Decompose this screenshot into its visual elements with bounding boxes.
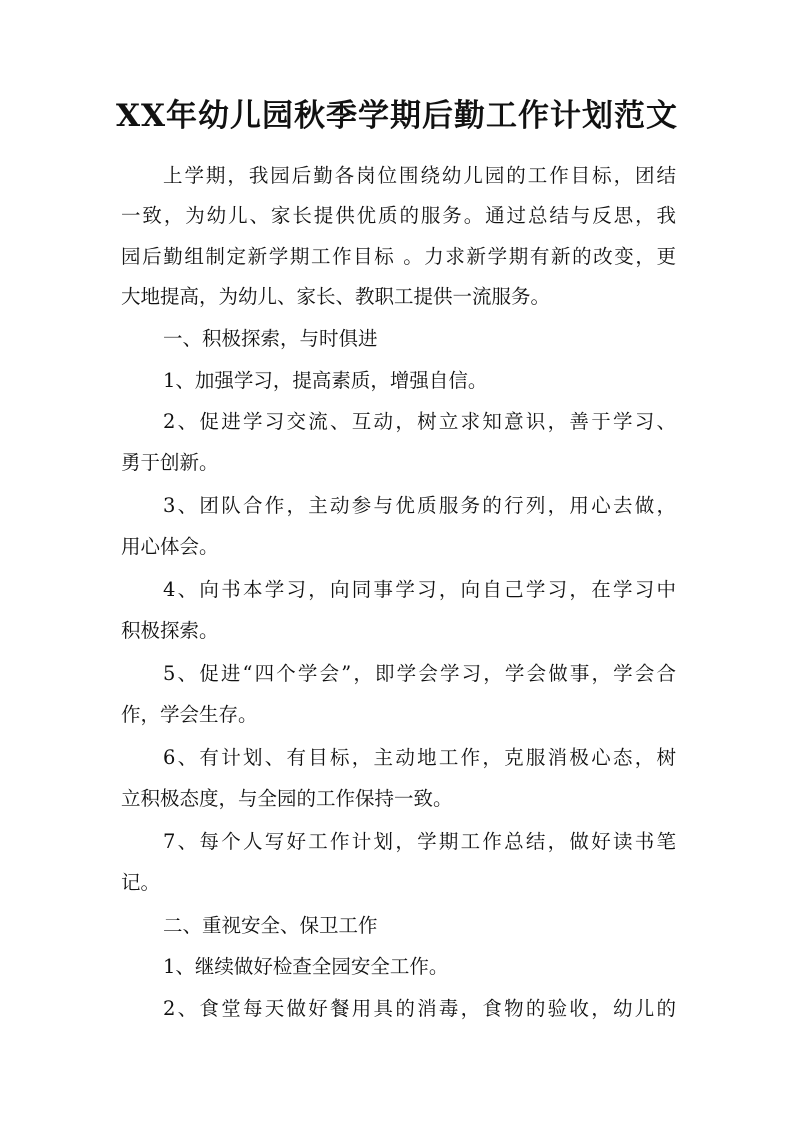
list-item-line: 7、每个人写好工作计划，学期工作总结，做好读书笔 (163, 830, 676, 853)
paragraph-line: 上学期，我园后勤各岗位围绕幼儿园的工作目标，团结 (163, 164, 676, 187)
list-item-line: 3、团队合作，主动参与优质服务的行列，用心去做， (163, 494, 676, 517)
list-item-line: 5、促进“四个学会”，即学会学习，学会做事，学会合 (163, 662, 676, 685)
list-item-line: 作，学会生存。 (121, 703, 258, 726)
list-item-line: 记。 (121, 871, 161, 894)
list-item-line: 1、加强学习，提高素质，增强自信。 (163, 369, 488, 392)
list-item-line: 立积极态度，与全园的工作保持一致。 (121, 787, 453, 810)
paragraph-line: 一致，为幼儿、家长提供优质的服务。通过总结与反思，我 (121, 204, 676, 227)
section-heading: 二、重视安全、保卫工作 (163, 914, 378, 937)
document-title: XX年幼儿园秋季学期后勤工作计划范文 (115, 98, 679, 134)
paragraph-line: 园后勤组制定新学期工作目标 。力求新学期有新的改变，更 (121, 245, 676, 268)
section-heading: 一、积极探索，与时俱进 (163, 327, 378, 350)
list-item-line: 积极探索。 (121, 619, 219, 642)
list-item-line: 1、继续做好检查全园安全工作。 (163, 955, 449, 978)
list-item-line: 用心体会。 (121, 535, 219, 558)
list-item-line: 勇于创新。 (121, 451, 219, 474)
list-item-line: 6、有计划、有目标，主动地工作，克服消极心态，树 (163, 746, 676, 769)
list-item-line: 2、食堂每天做好餐用具的消毒，食物的验收，幼儿的 (163, 997, 676, 1020)
list-item-line: 4、向书本学习，向同事学习，向自己学习，在学习中 (163, 578, 676, 601)
paragraph-line: 大地提高，为幼儿、家长、教职工提供一流服务。 (121, 285, 551, 308)
list-item-line: 2、促进学习交流、互动，树立求知意识，善于学习、 (163, 410, 676, 433)
